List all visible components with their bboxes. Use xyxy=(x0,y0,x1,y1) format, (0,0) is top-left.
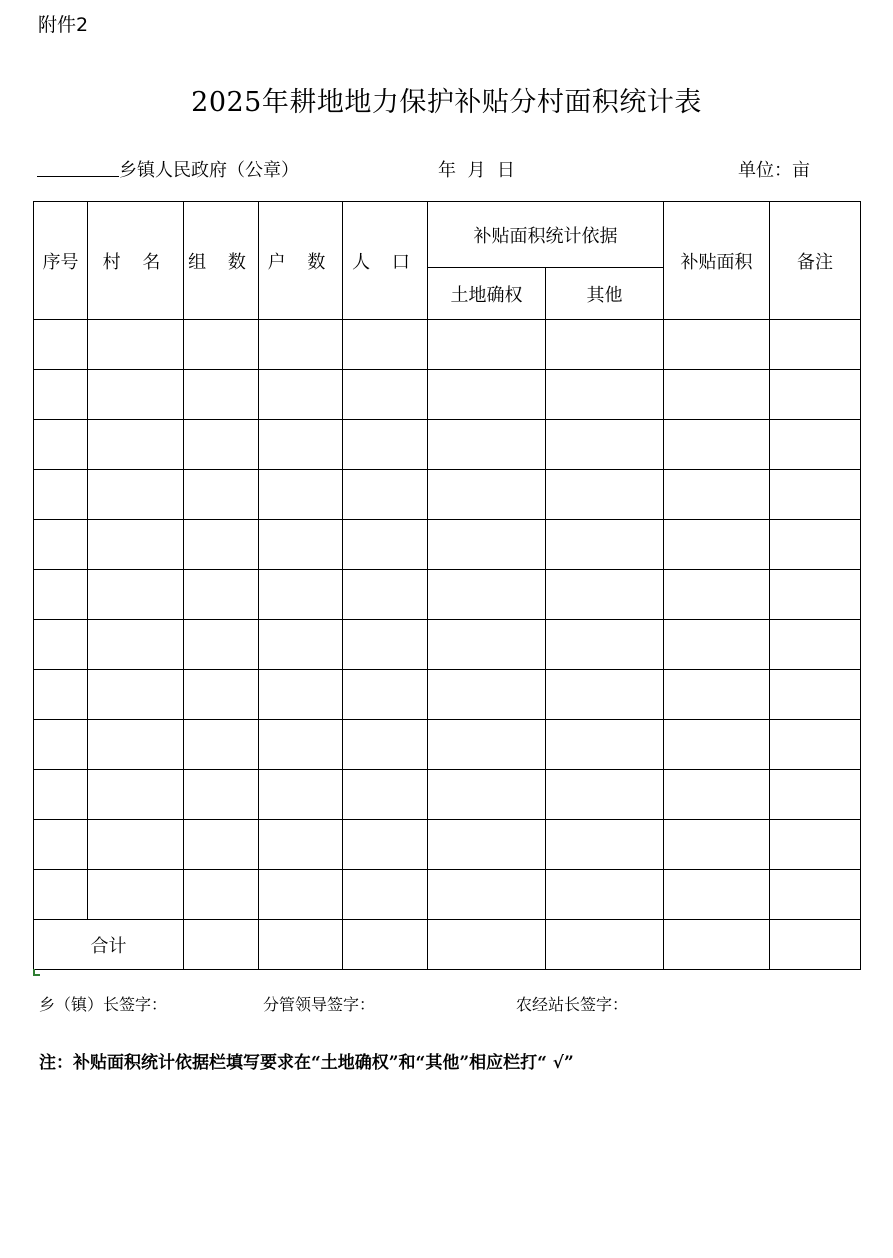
table-cell[interactable] xyxy=(770,820,861,870)
table-cell[interactable] xyxy=(184,320,259,370)
table-cell[interactable] xyxy=(184,470,259,520)
table-cell[interactable] xyxy=(428,320,546,370)
table-cell[interactable] xyxy=(664,570,770,620)
total-cell[interactable] xyxy=(428,920,546,970)
table-cell[interactable] xyxy=(88,470,184,520)
attachment-label: 附件2 xyxy=(38,14,89,36)
table-cell[interactable] xyxy=(770,370,861,420)
table-cell[interactable] xyxy=(184,720,259,770)
table-row xyxy=(34,420,861,470)
table-cell[interactable] xyxy=(259,420,343,470)
table-row xyxy=(34,720,861,770)
table-cell[interactable] xyxy=(184,670,259,720)
header-groups: 组 数 xyxy=(184,202,259,320)
table-cell[interactable] xyxy=(770,420,861,470)
table-cell[interactable] xyxy=(428,470,546,520)
total-label: 合计 xyxy=(34,920,184,970)
header-population: 人 口 xyxy=(343,202,428,320)
table-cell[interactable] xyxy=(770,520,861,570)
total-cell[interactable] xyxy=(343,920,428,970)
table-cell[interactable] xyxy=(259,320,343,370)
table-cell[interactable] xyxy=(34,320,88,370)
total-cell[interactable] xyxy=(770,920,861,970)
table-cell[interactable] xyxy=(343,770,428,820)
table-row xyxy=(34,470,861,520)
township-name-blank[interactable] xyxy=(37,176,119,177)
table-cell[interactable] xyxy=(88,620,184,670)
table-row xyxy=(34,870,861,920)
table-cell[interactable] xyxy=(664,320,770,370)
table-cell[interactable] xyxy=(34,570,88,620)
table-cell[interactable] xyxy=(343,320,428,370)
table-cell[interactable] xyxy=(428,870,546,920)
table-cell[interactable] xyxy=(184,570,259,620)
table-cell[interactable] xyxy=(546,470,664,520)
table-cell[interactable] xyxy=(343,670,428,720)
table-cell[interactable] xyxy=(184,620,259,670)
table-cell[interactable] xyxy=(770,470,861,520)
table-cell[interactable] xyxy=(664,520,770,570)
header-households: 户 数 xyxy=(259,202,343,320)
table-cell[interactable] xyxy=(546,520,664,570)
table-cell[interactable] xyxy=(546,420,664,470)
table-cell[interactable] xyxy=(34,470,88,520)
table-cell[interactable] xyxy=(259,720,343,770)
table-cell[interactable] xyxy=(34,720,88,770)
table-cell[interactable] xyxy=(343,420,428,470)
table-cell[interactable] xyxy=(664,720,770,770)
table-cell[interactable] xyxy=(34,370,88,420)
unit-label: 单位：亩 xyxy=(738,160,810,181)
table-cell[interactable] xyxy=(770,620,861,670)
table-cell[interactable] xyxy=(428,520,546,570)
table-cell[interactable] xyxy=(428,420,546,470)
table-cell[interactable] xyxy=(184,420,259,470)
table-body xyxy=(34,320,861,920)
table-cell[interactable] xyxy=(88,770,184,820)
table-cell[interactable] xyxy=(428,720,546,770)
header-basis-group: 补贴面积统计依据 xyxy=(428,202,664,268)
table-row xyxy=(34,820,861,870)
table-row xyxy=(34,570,861,620)
table-cell[interactable] xyxy=(546,670,664,720)
table-row xyxy=(34,520,861,570)
table-cell[interactable] xyxy=(343,870,428,920)
table-cell[interactable] xyxy=(664,870,770,920)
table-cell[interactable] xyxy=(34,520,88,570)
table-cell[interactable] xyxy=(259,670,343,720)
table-cell[interactable] xyxy=(770,570,861,620)
header-subsidy-area: 补贴面积 xyxy=(664,202,770,320)
table-cell[interactable] xyxy=(428,370,546,420)
table-cell[interactable] xyxy=(664,470,770,520)
table-cell[interactable] xyxy=(770,870,861,920)
table-cell[interactable] xyxy=(184,820,259,870)
table-row xyxy=(34,770,861,820)
table-cell[interactable] xyxy=(343,520,428,570)
table-cell[interactable] xyxy=(88,370,184,420)
form-meta-row xyxy=(37,154,857,182)
total-cell[interactable] xyxy=(184,920,259,970)
table-cell[interactable] xyxy=(34,820,88,870)
table-cell[interactable] xyxy=(184,770,259,820)
table-cell[interactable] xyxy=(34,620,88,670)
table-cell[interactable] xyxy=(664,620,770,670)
total-row xyxy=(34,920,861,970)
table-cell[interactable] xyxy=(184,520,259,570)
table-cell[interactable] xyxy=(546,870,664,920)
table-cell[interactable] xyxy=(259,620,343,670)
statistics-table xyxy=(33,201,861,970)
table-cell[interactable] xyxy=(88,720,184,770)
header-remarks: 备注 xyxy=(770,202,861,320)
total-cell[interactable] xyxy=(259,920,343,970)
table-cell[interactable] xyxy=(88,870,184,920)
table-corner-mark xyxy=(33,969,40,976)
table-cell[interactable] xyxy=(34,420,88,470)
table-cell[interactable] xyxy=(34,670,88,720)
table-cell[interactable] xyxy=(343,720,428,770)
table-cell[interactable] xyxy=(343,820,428,870)
agri-station-signature-label: 农经站长签字： xyxy=(516,995,629,1014)
table-cell[interactable] xyxy=(770,320,861,370)
table-header-row xyxy=(34,202,861,268)
table-cell[interactable] xyxy=(770,720,861,770)
table-row xyxy=(34,670,861,720)
table-cell[interactable] xyxy=(546,320,664,370)
table-cell[interactable] xyxy=(259,370,343,420)
table-cell[interactable] xyxy=(343,620,428,670)
table-cell[interactable] xyxy=(34,770,88,820)
leader-signature-label: 分管领导签字： xyxy=(263,995,376,1014)
header-village: 村 名 xyxy=(88,202,184,320)
table-cell[interactable] xyxy=(259,520,343,570)
table-cell[interactable] xyxy=(428,570,546,620)
table-row xyxy=(34,320,861,370)
table-cell[interactable] xyxy=(88,420,184,470)
header-other: 其他 xyxy=(546,268,664,320)
table-cell[interactable] xyxy=(343,370,428,420)
table-cell[interactable] xyxy=(343,570,428,620)
table-cell[interactable] xyxy=(343,470,428,520)
table-cell[interactable] xyxy=(664,670,770,720)
table-cell[interactable] xyxy=(664,420,770,470)
table-cell[interactable] xyxy=(546,770,664,820)
table-cell[interactable] xyxy=(664,820,770,870)
table-cell[interactable] xyxy=(88,520,184,570)
table-cell[interactable] xyxy=(770,670,861,720)
table-cell[interactable] xyxy=(428,670,546,720)
footnote: 注：补贴面积统计依据栏填写要求在“土地确权”和“其他”相应栏打“ √” xyxy=(39,1053,574,1073)
table-cell[interactable] xyxy=(428,620,546,670)
table-cell[interactable] xyxy=(34,870,88,920)
table-cell[interactable] xyxy=(88,820,184,870)
table-row xyxy=(34,370,861,420)
table-cell[interactable] xyxy=(259,570,343,620)
table-row xyxy=(34,620,861,670)
table-cell[interactable] xyxy=(184,370,259,420)
table-cell[interactable] xyxy=(428,770,546,820)
table-cell[interactable] xyxy=(664,370,770,420)
table-cell[interactable] xyxy=(259,470,343,520)
table-cell[interactable] xyxy=(259,770,343,820)
table-cell[interactable] xyxy=(259,870,343,920)
table-cell[interactable] xyxy=(259,820,343,870)
date-label: 年 月 日 xyxy=(438,160,515,181)
table-cell[interactable] xyxy=(770,770,861,820)
table-cell[interactable] xyxy=(546,820,664,870)
table-cell[interactable] xyxy=(88,320,184,370)
header-seq: 序号 xyxy=(34,202,88,320)
table-cell[interactable] xyxy=(664,770,770,820)
table-cell[interactable] xyxy=(184,870,259,920)
table-cell[interactable] xyxy=(428,820,546,870)
township-head-signature-label: 乡（镇）长签字： xyxy=(39,995,168,1014)
page-title: 2025年耕地地力保护补贴分村面积统计表 xyxy=(191,87,702,118)
table-cell[interactable] xyxy=(546,620,664,670)
total-cell[interactable] xyxy=(664,920,770,970)
table-cell[interactable] xyxy=(546,720,664,770)
total-cell[interactable] xyxy=(546,920,664,970)
header-land-rights: 土地确权 xyxy=(428,268,546,320)
table-cell[interactable] xyxy=(546,370,664,420)
table-cell[interactable] xyxy=(88,670,184,720)
government-seal-label: 乡镇人民政府（公章） xyxy=(119,160,299,181)
table-cell[interactable] xyxy=(88,570,184,620)
table-cell[interactable] xyxy=(546,570,664,620)
